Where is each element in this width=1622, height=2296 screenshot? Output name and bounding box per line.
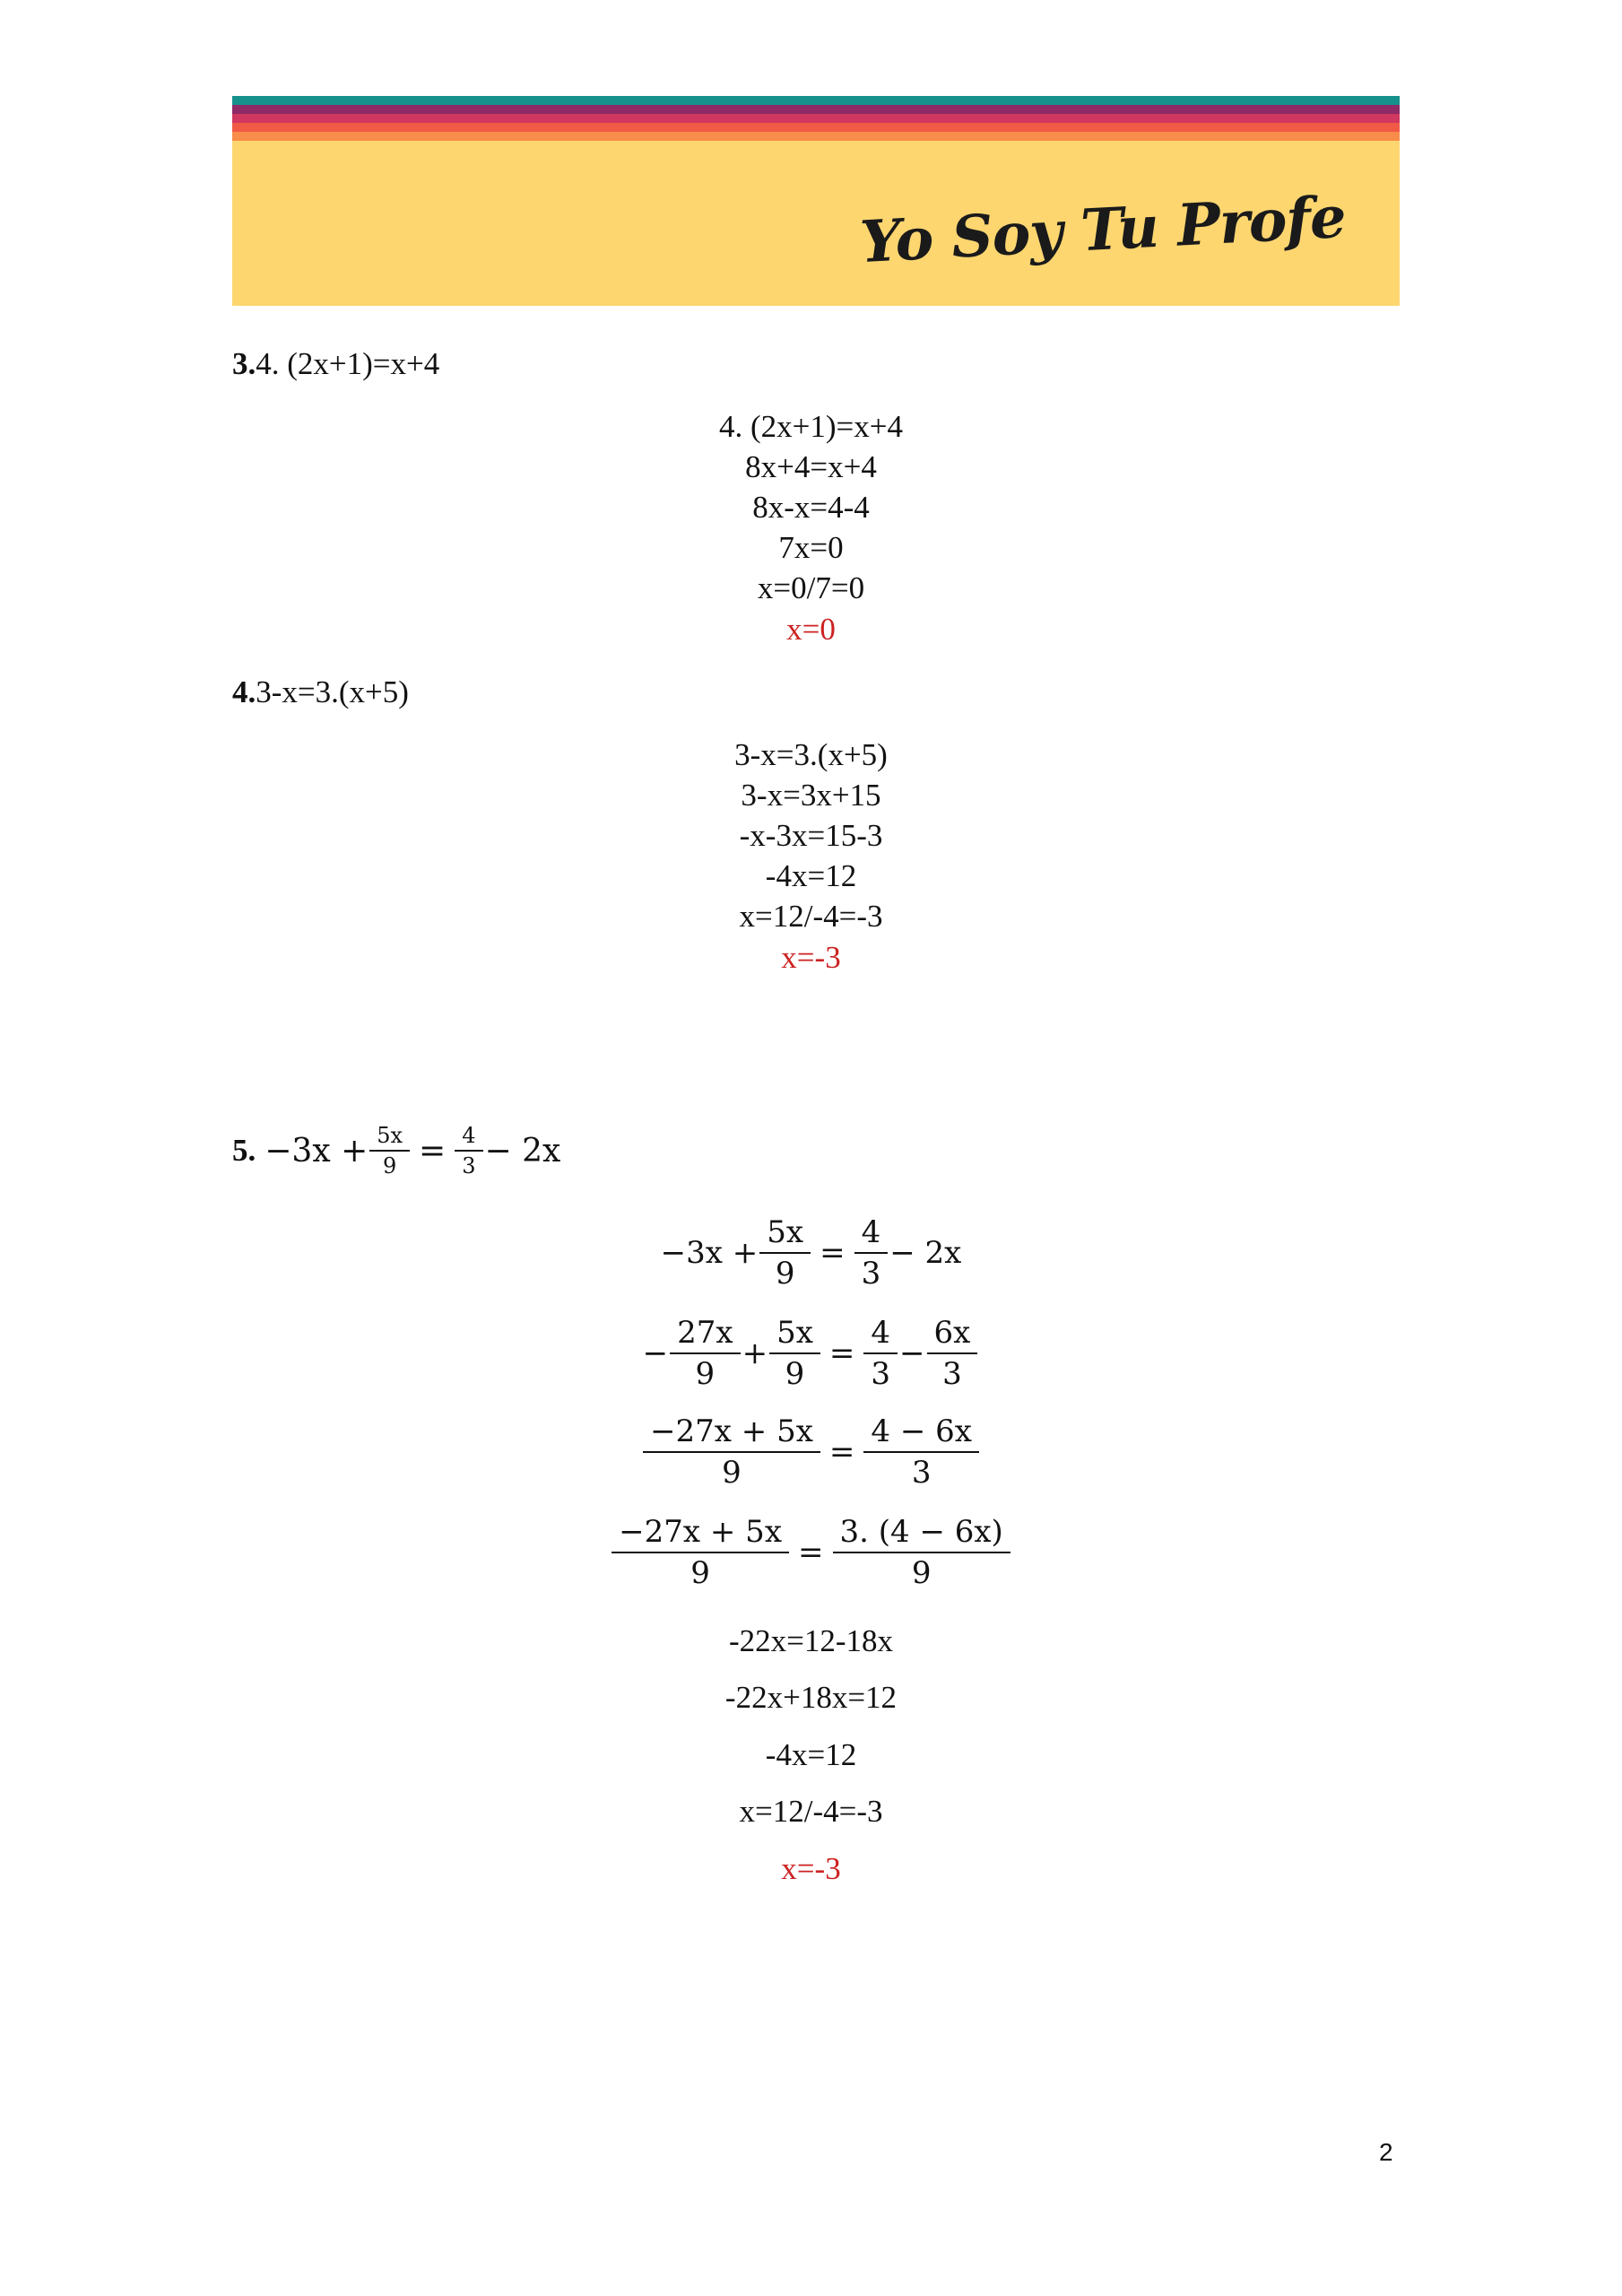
problem-3-step: x=0/7=0 [757,570,865,605]
header-banner [232,96,1400,306]
problem-5-step: x=12/-4=-3 [739,1794,883,1829]
problem-4-step: 3-x=3.(x+5) [734,737,888,772]
stripe-purple [232,105,1400,114]
problem-5-step: -22x+18x=12 [724,1680,898,1715]
problem-5-equation-line: $\frac{-27x + 5x}{9}$ = $\frac{3. (4 - 6x)}{9}$ [0,1514,1622,1591]
stripe-red [232,123,1400,132]
problem-4-step: -4x=12 [765,858,857,893]
problem-5-equation-line: − $\frac{27x}{9}$ + $\frac{5x}{9}$ = $\frac{4}{3}$ − $\frac{6x}{3}$ [0,1315,1622,1392]
problem-4-step: -x-3x=15-3 [739,818,883,853]
problem-3-step: 4. (2x+1)=x+4 [718,409,904,444]
problem-4-step: x=12/-4=-3 [739,899,883,934]
problem-4-heading: 4.3-x=3.(x+5) [232,674,409,709]
problem-5-equation-line: −3x + $\frac{5x}{9}$ = $\frac{4}{3}$ − 2x [660,1214,962,1292]
problem-5-answer: x=-3 [781,1851,841,1886]
problem-5-equation-line: $\frac{-27x + 5x}{9}$ = $\frac{4 - 6x}{3}$ [0,1413,1622,1491]
stripe-orange [232,132,1400,141]
stripe-teal [232,96,1400,105]
problem-5-step: -4x=12 [765,1737,857,1772]
problem-4-answer: x=-3 [781,940,841,975]
stripe-pink [232,114,1400,123]
problem-3-step: 8x+4=x+4 [745,449,877,484]
problem-5-heading: 5. −3x + $\frac{5x}{9}$ = $\frac{4}{3}$ − 2x [232,1123,561,1178]
problem-3-step: 8x-x=4-4 [752,490,870,525]
problem-3-step: 7x=0 [778,530,844,565]
problem-4-step: 3-x=3x+15 [741,778,881,813]
logo: Yo Soy Tu Profe [858,183,1348,277]
problem-3-heading: 3.4. (2x+1)=x+4 [232,346,440,381]
problem-3-answer: x=0 [786,612,836,647]
problem-5-step: -22x=12-18x [728,1623,894,1658]
page-number: 2 [1379,2138,1393,2166]
